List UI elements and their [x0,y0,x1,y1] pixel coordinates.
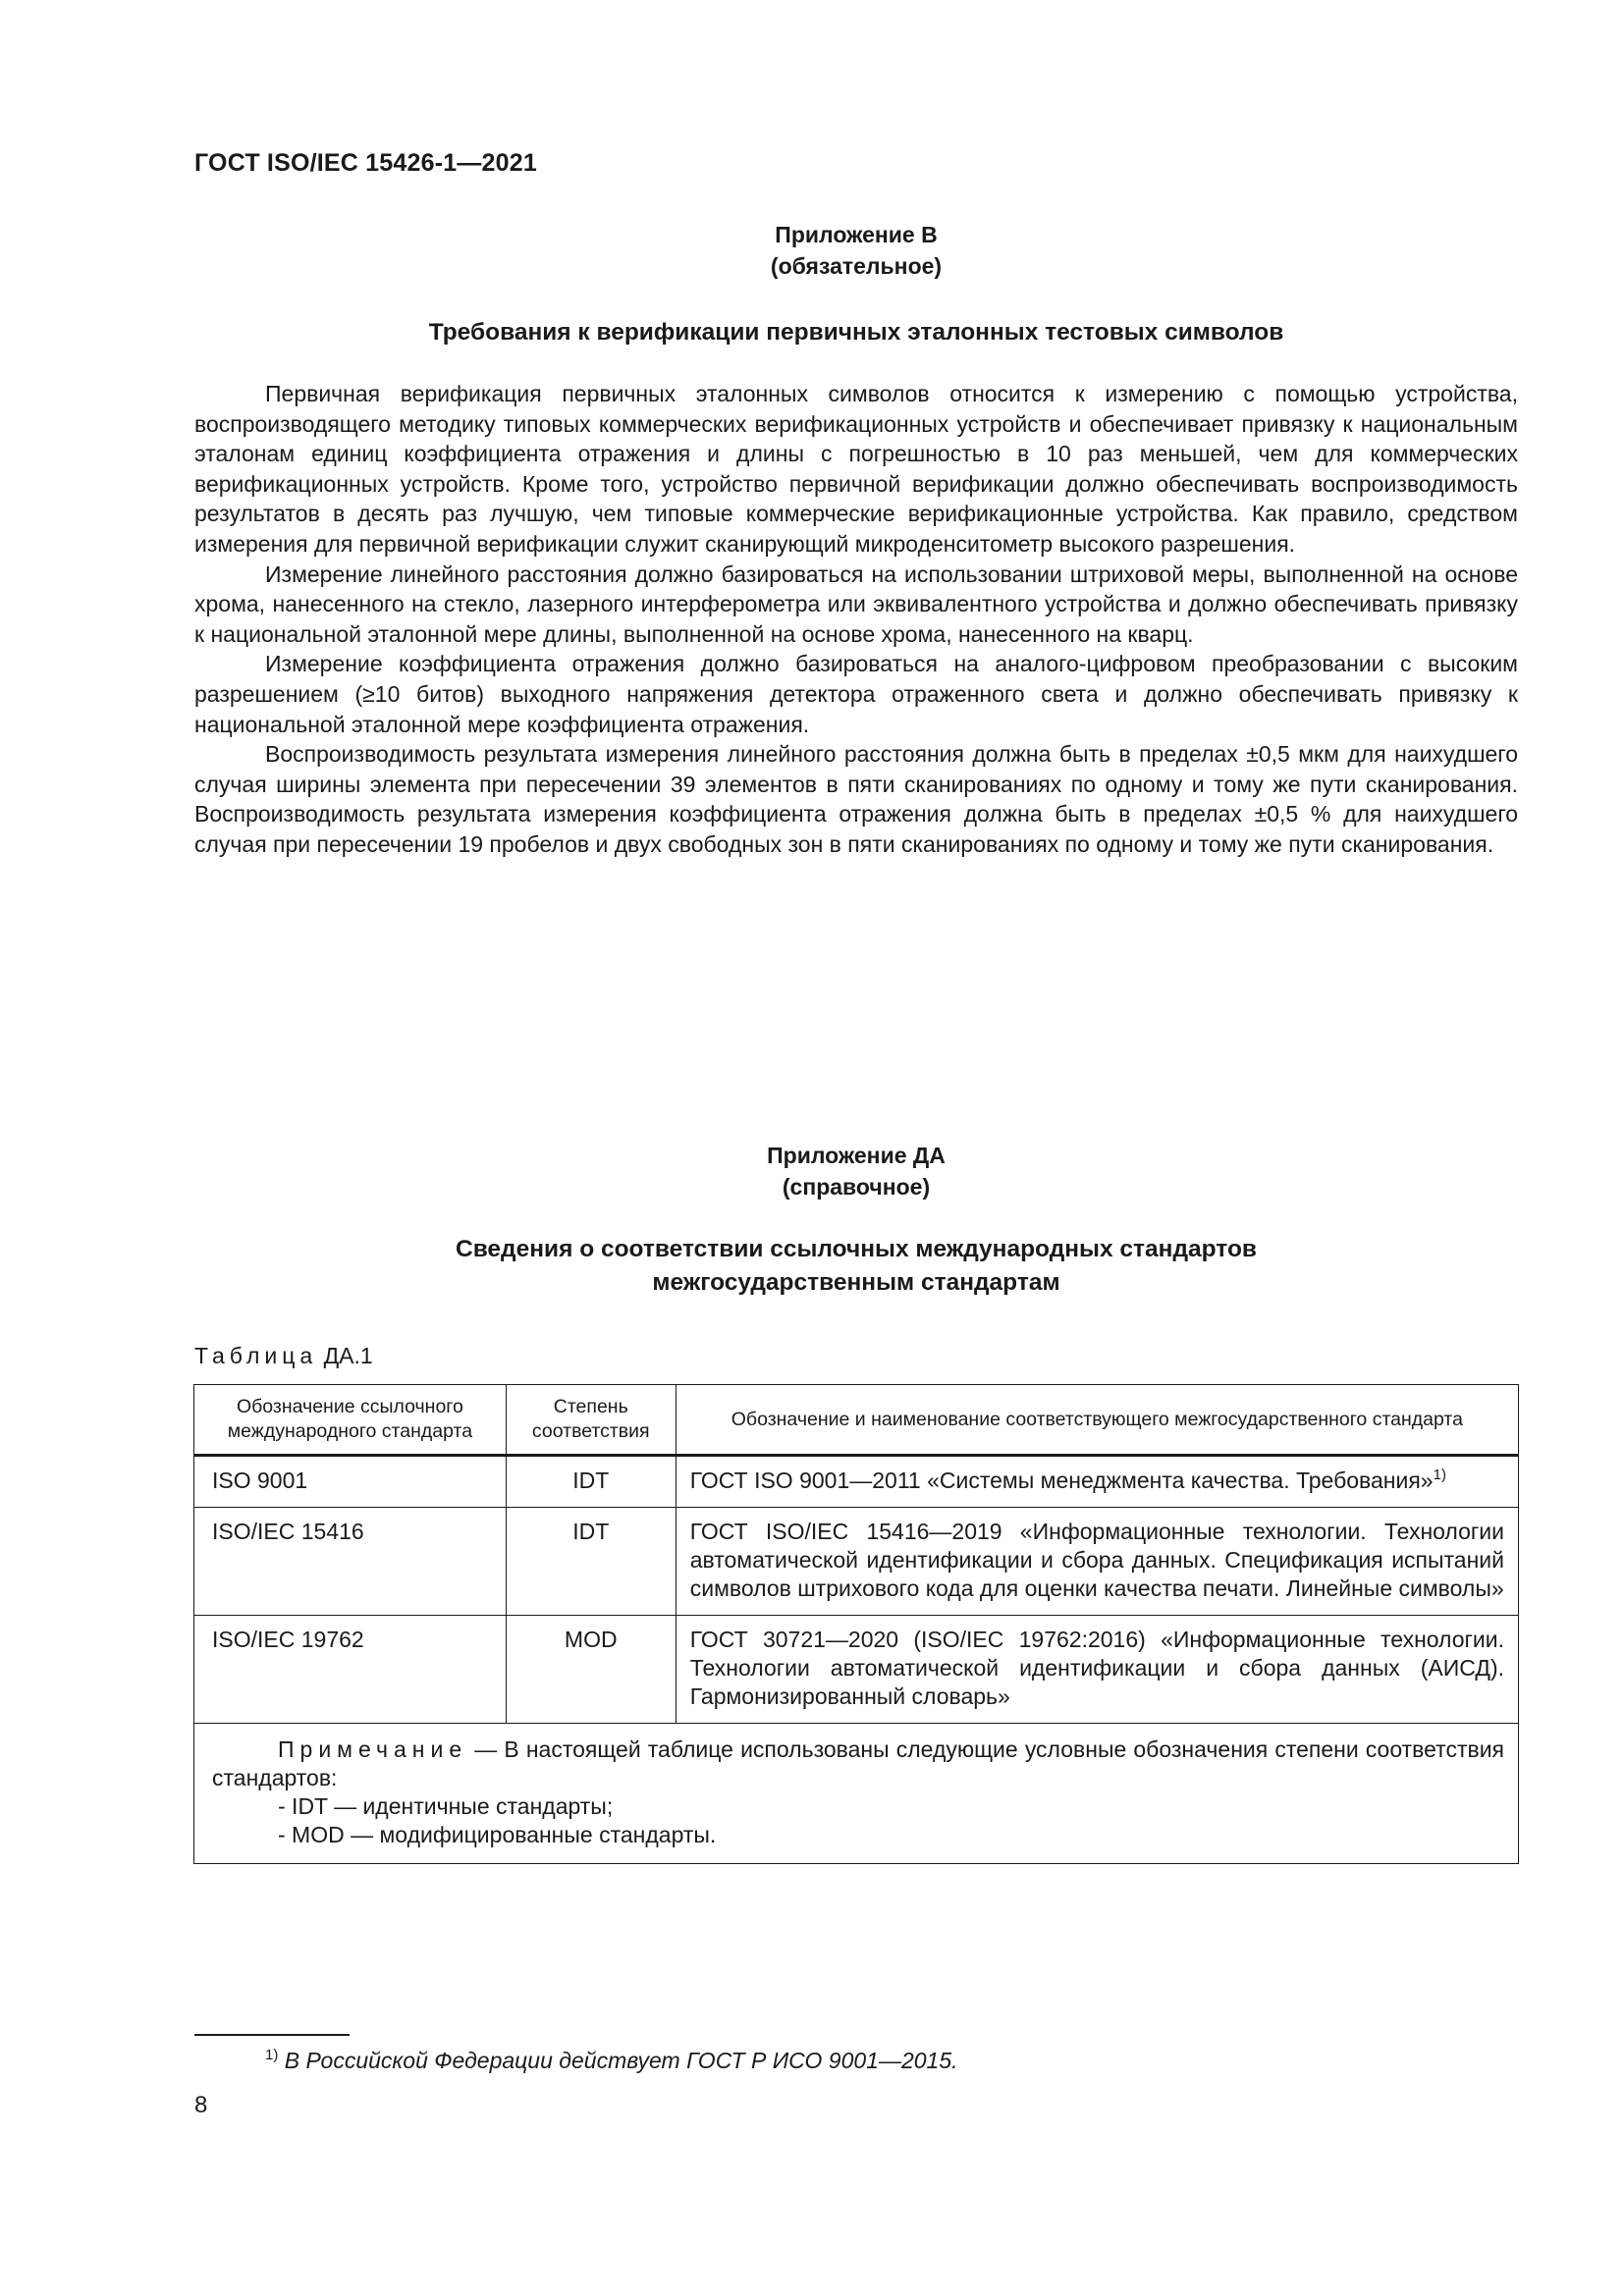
footnote-reference-mark: 1) [1433,1467,1446,1483]
note-item-mod: - MOD — модифицированные стандарты. [278,1822,717,1847]
note-lead: Примечание [278,1736,468,1762]
table-note [194,1724,1519,1864]
table-row [194,1508,1519,1616]
annex-da-label: Приложение ДА [767,1143,946,1168]
cell-national: ГОСТ 30721—2020 (ISO/IEC 19762:2016) «Информационные технологии. Технологии автоматической идентификации и сбора данных (АИСД). Гармонизированный словарь» [676,1616,1518,1724]
annex-da-title-line1: Сведения о соответствии ссылочных международных стандартов [456,1236,1257,1262]
cell-national-text: ГОСТ ISO 9001—2011 «Системы менеджмента качества. Требования» [689,1468,1434,1493]
cell-degree: MOD [506,1616,676,1724]
footnote [265,2046,958,2075]
conformity-table [193,1384,1519,1864]
footnote-text: В Российской Федерации действует ГОСТ Р ИСО 9001—2015. [284,2048,958,2073]
header-degree-of-conformity: Степень соответствия [506,1385,676,1456]
annex-b-paragraph-2: Измерение линейного расстояния должно базироваться на использовании штриховой меры, выполненной на основе хрома, нанесенного на стекло, лазерного интерферометра или эквивалентного устройства и должно обеспечивать привязку к национальной эталонной мере длины, выполненной на основе хрома, нанесенного на кварц. [194,561,1518,647]
annex-b-paragraph-3: Измерение коэффициента отражения должно базироваться на аналого-цифровом преобразовании с высоким разрешением (≥10 битов) выходного напряжения детектора отраженного света и должно обеспечивать привязку к национальной эталонной мере коэффициента отражения. [194,651,1518,737]
annex-da-status: (справочное) [782,1174,931,1200]
annex-b-paragraph-1: Первичная верификация первичных эталонных символов относится к измерению с помощью устройства, воспроизводящего методику типовых коммерческих верификационных устройств и обеспечивает привязку к национальным эталонам единиц коэффициента отражения и длины с погрешностью в 10 раз меньшей, чем для коммерческих верификационных устройств. Кроме того, устройство первичной верификации должно обеспечивать воспроизводимость результатов в десять раз лучшую, чем типовые коммерческие верификационные устройства. Как правило, средством измерения для первичной верификации служит сканирующий микроденситометр высокого разрешения. [194,381,1518,557]
cell-reference: ISO/IEC 19762 [194,1616,507,1724]
annex-b-title: Требования к верификации первичных эталонных тестовых символов [428,319,1284,346]
table-caption-word: Таблица [194,1343,318,1368]
table-note-row [194,1724,1519,1864]
annex-b-label: Приложение В [775,222,938,247]
footnote-separator [194,2034,350,2036]
cell-reference: ISO/IEC 15416 [194,1508,507,1616]
header-reference-standard: Обозначение ссылочного международного стандарта [194,1385,507,1456]
annex-b-paragraph-4: Воспроизводимость результата измерения линейного расстояния должна быть в пределах ±0,5 мкм для наихудшего случая ширины элемента при пересечении 39 элементов в пяти сканированиях по одному и тому же пути сканирования. Воспроизводимость результата измерения коэффициента отражения должна быть в пределах ±0,5 % для наихудшего случая при пересечении 19 пробелов и двух свободных зон в пяти сканированиях по одному и тому же пути сканирования. [194,741,1518,857]
table-row [194,1616,1519,1724]
table-caption [194,1341,373,1370]
cell-national [676,1456,1518,1508]
table-caption-number: ДА.1 [323,1343,373,1368]
cell-national: ГОСТ ISO/IEC 15416—2019 «Информационные технологии. Технологии автоматической идентификации и сбора данных. Спецификация испытаний символов штрихового кода для оценки качества печати. Линейные символы» [676,1508,1518,1616]
table-header-row [194,1385,1519,1456]
annex-b-status: (обязательное) [770,253,943,279]
header-national-standard: Обозначение и наименование соответствующего межгосударственного стандарта [676,1385,1518,1456]
annex-b-body [194,379,1518,860]
cell-reference: ISO 9001 [194,1456,507,1508]
annex-da-title-line2: межгосударственным стандартам [652,1269,1060,1296]
note-text: — В настоящей таблице использованы следующие условные обозначения степени соответствия стандартов: [212,1736,1504,1790]
cell-degree: IDT [506,1456,676,1508]
running-header: ГОСТ ISO/IEC 15426-1—2021 [194,149,537,177]
footnote-mark: 1) [265,2047,279,2063]
table-row [194,1456,1519,1508]
page-number: 8 [194,2092,208,2118]
note-item-idt: - IDT — идентичные стандарты; [278,1793,614,1819]
cell-degree: IDT [506,1508,676,1616]
